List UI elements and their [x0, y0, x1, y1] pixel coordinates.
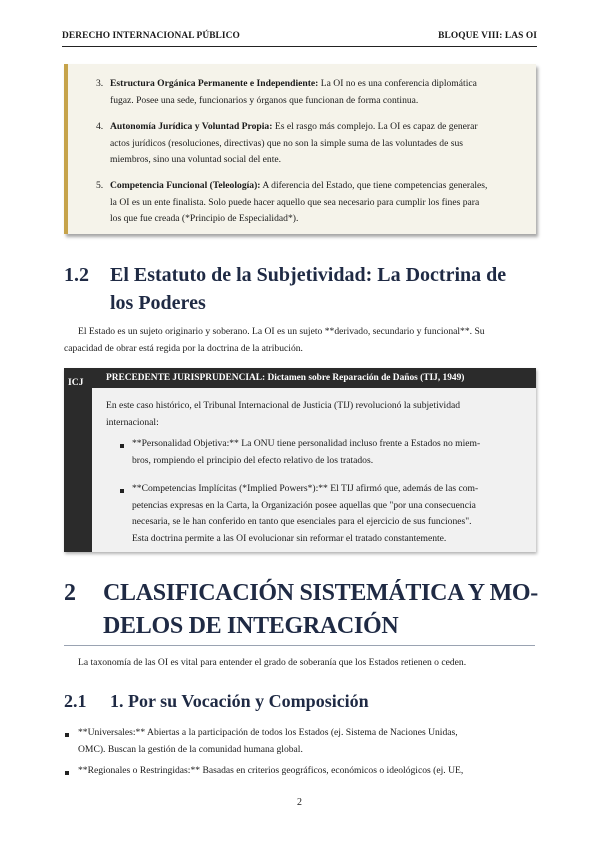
icj-tag: ICJ — [68, 377, 84, 388]
section-paragraph: La taxonomía de las OI es vital para entender el grado de soberanía que los Estados retienen o ceden. — [78, 657, 467, 668]
section-number: 1.2 — [64, 264, 89, 286]
icj-precedent-box — [64, 368, 536, 552]
section-number: 2.1 — [64, 691, 87, 711]
list-item: 4. Autonomía Jurídica y Voluntad Propia: Es el rasgo más complejo. La OI es capaz de generar actos jurídicos (resoluciones, directivas) que no son la simple suma de las voluntades de sus miembros, sino una voluntad social del ente. — [96, 121, 478, 165]
list-item: **Personalidad Objetiva:** La ONU tiene personalidad incluso frente a Estados no miem- bros, rompiendo el principio del efecto relativo de los tratados. — [132, 438, 481, 466]
bullet-icon — [65, 733, 69, 737]
list-item: **Competencias Implícitas (*Implied Powers*):** El TIJ afirmó que, además de las com- petencias expresas en la Carta, la Organización posee aquellas que "por una consecuencia necesaria, se le han conferido en tanto que esenciales para el ejercicio de sus funciones". Esta doctrina permite a las OI evolucionar sin reformar el tratado constantemente. — [132, 483, 479, 544]
list-item: **Universales:** Abiertas a la participación de todos los Estados (ej. Sistema de Naciones Unidas, OMC). Buscan la gestión de la comunidad humana global. — [78, 727, 458, 755]
icj-intro: En este caso histórico, el Tribunal Internacional de Justicia (TIJ) revolucionó la subjetividad internacional: — [106, 400, 461, 428]
list-item: 3. Estructura Orgánica Permanente e Independiente: La OI no es una conferencia diplomática fugaz. Posee una sede, funcionarios y órganos que funcionan de forma continua. — [96, 78, 477, 106]
bullet-icon — [120, 444, 124, 448]
header-right: BLOQUE VIII: LAS OI — [438, 31, 537, 41]
section-title: 1. Por su Vocación y Composición — [110, 691, 369, 711]
section-rule — [64, 645, 535, 646]
characteristics-box — [64, 64, 536, 234]
bullet-icon — [120, 489, 124, 493]
icj-sidebar — [64, 368, 92, 552]
section-title: CLASIFICACIÓN SISTEMÁTICA Y MO- DELOS DE INTEGRACIÓN — [103, 580, 538, 639]
section-title: El Estatuto de la Subjetividad: La Doctrina de los Poderes — [110, 264, 507, 314]
section-number: 2 — [64, 580, 76, 606]
bullet-icon — [65, 771, 69, 775]
list-item: 5. Competencia Funcional (Teleología): A diferencia del Estado, que tiene competencias generales, la OI es un ente finalista. Solo puede hacer aquello que sea necesario para cumplir los fines para los que fue creada (*Principio de Especialidad*). — [96, 180, 488, 224]
list-item: **Regionales o Restringidas:** Basadas en criterios geográficos, económicos o ideológicos (ej. UE, — [78, 765, 464, 776]
running-header — [62, 31, 537, 41]
section-paragraph: El Estado es un sujeto originario y soberano. La OI es un sujeto **derivado, secundario y funcional**. Su capacidad de obrar está regida por la doctrina de la atribución. — [64, 326, 485, 354]
header-rule — [62, 46, 537, 47]
header-left: DERECHO INTERNACIONAL PÚBLICO — [62, 31, 240, 41]
icj-heading: PRECEDENTE JURISPRUDENCIAL: Dictamen sobre Reparación de Daños (TIJ, 1949) — [92, 368, 536, 388]
page-number: 2 — [297, 797, 302, 808]
